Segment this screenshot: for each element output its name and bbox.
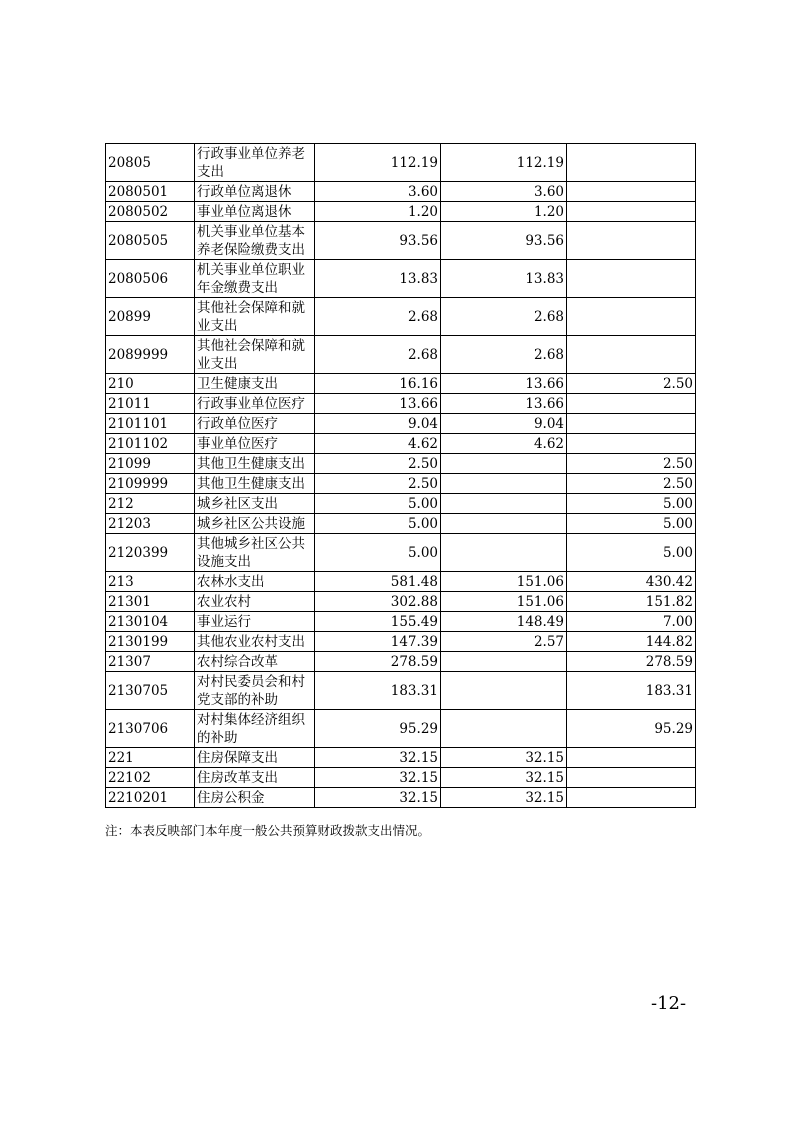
basic-expenditure-cell: 1.20 [441, 202, 567, 222]
table-row [106, 612, 696, 632]
table-row [106, 494, 696, 514]
total-amount-cell: 5.00 [315, 494, 441, 514]
expenditure-table [105, 143, 696, 808]
basic-expenditure-cell [441, 494, 567, 514]
account-code-cell: 2101101 [106, 414, 195, 434]
basic-expenditure-cell: 93.56 [441, 222, 567, 260]
project-expenditure-cell: 183.31 [567, 672, 696, 710]
table-row [106, 768, 696, 788]
total-amount-cell: 16.16 [315, 374, 441, 394]
table-row [106, 222, 696, 260]
table-row [106, 710, 696, 748]
account-name-cell: 事业单位医疗 [195, 434, 315, 454]
total-amount-cell: 5.00 [315, 514, 441, 534]
table-row [106, 672, 696, 710]
project-expenditure-cell [567, 788, 696, 808]
table-row [106, 592, 696, 612]
project-expenditure-cell [567, 748, 696, 768]
account-name-cell: 农村综合改革 [195, 652, 315, 672]
table-row [106, 374, 696, 394]
basic-expenditure-cell: 9.04 [441, 414, 567, 434]
account-code-cell: 2130705 [106, 672, 195, 710]
basic-expenditure-cell: 2.57 [441, 632, 567, 652]
account-name-cell: 事业运行 [195, 612, 315, 632]
account-code-cell: 21307 [106, 652, 195, 672]
total-amount-cell: 93.56 [315, 222, 441, 260]
project-expenditure-cell [567, 298, 696, 336]
table-row [106, 414, 696, 434]
account-code-cell: 2130104 [106, 612, 195, 632]
account-name-cell: 其他卫生健康支出 [195, 454, 315, 474]
table-row [106, 394, 696, 414]
account-code-cell: 2080502 [106, 202, 195, 222]
account-code-cell: 2130706 [106, 710, 195, 748]
project-expenditure-cell [567, 768, 696, 788]
table-row [106, 454, 696, 474]
total-amount-cell: 2.68 [315, 336, 441, 374]
basic-expenditure-cell [441, 534, 567, 572]
project-expenditure-cell: 430.42 [567, 572, 696, 592]
account-code-cell: 2210201 [106, 788, 195, 808]
account-code-cell: 21203 [106, 514, 195, 534]
table-row [106, 652, 696, 672]
table-row [106, 632, 696, 652]
project-expenditure-cell: 5.00 [567, 534, 696, 572]
project-expenditure-cell [567, 182, 696, 202]
total-amount-cell: 5.00 [315, 534, 441, 572]
project-expenditure-cell: 95.29 [567, 710, 696, 748]
account-name-cell: 城乡社区支出 [195, 494, 315, 514]
project-expenditure-cell: 2.50 [567, 374, 696, 394]
account-name-cell: 其他社会保障和就业支出 [195, 336, 315, 374]
basic-expenditure-cell: 13.83 [441, 260, 567, 298]
account-name-cell: 农业农村 [195, 592, 315, 612]
table-row [106, 144, 696, 182]
table-row [106, 260, 696, 298]
account-code-cell: 21301 [106, 592, 195, 612]
account-code-cell: 22102 [106, 768, 195, 788]
total-amount-cell: 13.83 [315, 260, 441, 298]
basic-expenditure-cell: 112.19 [441, 144, 567, 182]
project-expenditure-cell [567, 202, 696, 222]
basic-expenditure-cell [441, 474, 567, 494]
table-row [106, 298, 696, 336]
table-row [106, 202, 696, 222]
basic-expenditure-cell: 151.06 [441, 572, 567, 592]
account-code-cell: 210 [106, 374, 195, 394]
total-amount-cell: 302.88 [315, 592, 441, 612]
account-name-cell: 对村集体经济组织的补助 [195, 710, 315, 748]
account-code-cell: 221 [106, 748, 195, 768]
account-code-cell: 21011 [106, 394, 195, 414]
account-code-cell: 213 [106, 572, 195, 592]
account-name-cell: 机关事业单位基本养老保险缴费支出 [195, 222, 315, 260]
project-expenditure-cell: 278.59 [567, 652, 696, 672]
total-amount-cell: 95.29 [315, 710, 441, 748]
project-expenditure-cell: 144.82 [567, 632, 696, 652]
table-row [106, 474, 696, 494]
project-expenditure-cell: 2.50 [567, 474, 696, 494]
account-name-cell: 农林水支出 [195, 572, 315, 592]
total-amount-cell: 3.60 [315, 182, 441, 202]
account-code-cell: 2101102 [106, 434, 195, 454]
basic-expenditure-cell: 4.62 [441, 434, 567, 454]
total-amount-cell: 155.49 [315, 612, 441, 632]
total-amount-cell: 32.15 [315, 748, 441, 768]
project-expenditure-cell [567, 414, 696, 434]
table-row [106, 572, 696, 592]
total-amount-cell: 581.48 [315, 572, 441, 592]
table-row [106, 182, 696, 202]
account-code-cell: 2130199 [106, 632, 195, 652]
account-name-cell: 行政事业单位医疗 [195, 394, 315, 414]
account-code-cell: 2109999 [106, 474, 195, 494]
account-code-cell: 2089999 [106, 336, 195, 374]
account-name-cell: 行政事业单位养老支出 [195, 144, 315, 182]
basic-expenditure-cell: 13.66 [441, 374, 567, 394]
basic-expenditure-cell: 32.15 [441, 748, 567, 768]
total-amount-cell: 112.19 [315, 144, 441, 182]
basic-expenditure-cell [441, 672, 567, 710]
total-amount-cell: 2.68 [315, 298, 441, 336]
basic-expenditure-cell [441, 454, 567, 474]
page-number: -12- [651, 993, 687, 1014]
table-row [106, 434, 696, 454]
project-expenditure-cell [567, 144, 696, 182]
basic-expenditure-cell: 148.49 [441, 612, 567, 632]
total-amount-cell: 183.31 [315, 672, 441, 710]
table-row [106, 336, 696, 374]
account-name-cell: 行政单位离退休 [195, 182, 315, 202]
basic-expenditure-cell [441, 652, 567, 672]
table-row [106, 514, 696, 534]
basic-expenditure-cell: 13.66 [441, 394, 567, 414]
account-name-cell: 其他卫生健康支出 [195, 474, 315, 494]
account-name-cell: 其他农业农村支出 [195, 632, 315, 652]
total-amount-cell: 32.15 [315, 768, 441, 788]
project-expenditure-cell: 2.50 [567, 454, 696, 474]
account-name-cell: 其他城乡社区公共设施支出 [195, 534, 315, 572]
account-name-cell: 其他社会保障和就业支出 [195, 298, 315, 336]
project-expenditure-cell: 7.00 [567, 612, 696, 632]
total-amount-cell: 2.50 [315, 454, 441, 474]
expenditure-table-body [106, 144, 696, 808]
total-amount-cell: 2.50 [315, 474, 441, 494]
account-name-cell: 城乡社区公共设施 [195, 514, 315, 534]
table-row [106, 534, 696, 572]
project-expenditure-cell [567, 336, 696, 374]
project-expenditure-cell [567, 260, 696, 298]
account-code-cell: 2120399 [106, 534, 195, 572]
account-name-cell: 事业单位离退休 [195, 202, 315, 222]
total-amount-cell: 147.39 [315, 632, 441, 652]
account-name-cell: 卫生健康支出 [195, 374, 315, 394]
project-expenditure-cell [567, 222, 696, 260]
account-name-cell: 住房改革支出 [195, 768, 315, 788]
account-name-cell: 行政单位医疗 [195, 414, 315, 434]
basic-expenditure-cell: 32.15 [441, 768, 567, 788]
project-expenditure-cell [567, 394, 696, 414]
total-amount-cell: 9.04 [315, 414, 441, 434]
total-amount-cell: 13.66 [315, 394, 441, 414]
account-name-cell: 住房保障支出 [195, 748, 315, 768]
basic-expenditure-cell: 2.68 [441, 298, 567, 336]
basic-expenditure-cell [441, 710, 567, 748]
account-code-cell: 2080506 [106, 260, 195, 298]
project-expenditure-cell: 151.82 [567, 592, 696, 612]
basic-expenditure-cell: 151.06 [441, 592, 567, 612]
account-code-cell: 2080505 [106, 222, 195, 260]
basic-expenditure-cell: 32.15 [441, 788, 567, 808]
account-code-cell: 212 [106, 494, 195, 514]
project-expenditure-cell: 5.00 [567, 494, 696, 514]
table-note: 注：本表反映部门本年度一般公共预算财政拨款支出情况。 [105, 823, 431, 838]
table-row [106, 748, 696, 768]
account-name-cell: 住房公积金 [195, 788, 315, 808]
basic-expenditure-cell [441, 514, 567, 534]
basic-expenditure-cell: 3.60 [441, 182, 567, 202]
project-expenditure-cell [567, 434, 696, 454]
account-code-cell: 20899 [106, 298, 195, 336]
account-code-cell: 2080501 [106, 182, 195, 202]
basic-expenditure-cell: 2.68 [441, 336, 567, 374]
account-name-cell: 对村民委员会和村党支部的补助 [195, 672, 315, 710]
account-code-cell: 20805 [106, 144, 195, 182]
table-row [106, 788, 696, 808]
account-code-cell: 21099 [106, 454, 195, 474]
total-amount-cell: 4.62 [315, 434, 441, 454]
account-name-cell: 机关事业单位职业年金缴费支出 [195, 260, 315, 298]
total-amount-cell: 32.15 [315, 788, 441, 808]
total-amount-cell: 1.20 [315, 202, 441, 222]
total-amount-cell: 278.59 [315, 652, 441, 672]
project-expenditure-cell: 5.00 [567, 514, 696, 534]
